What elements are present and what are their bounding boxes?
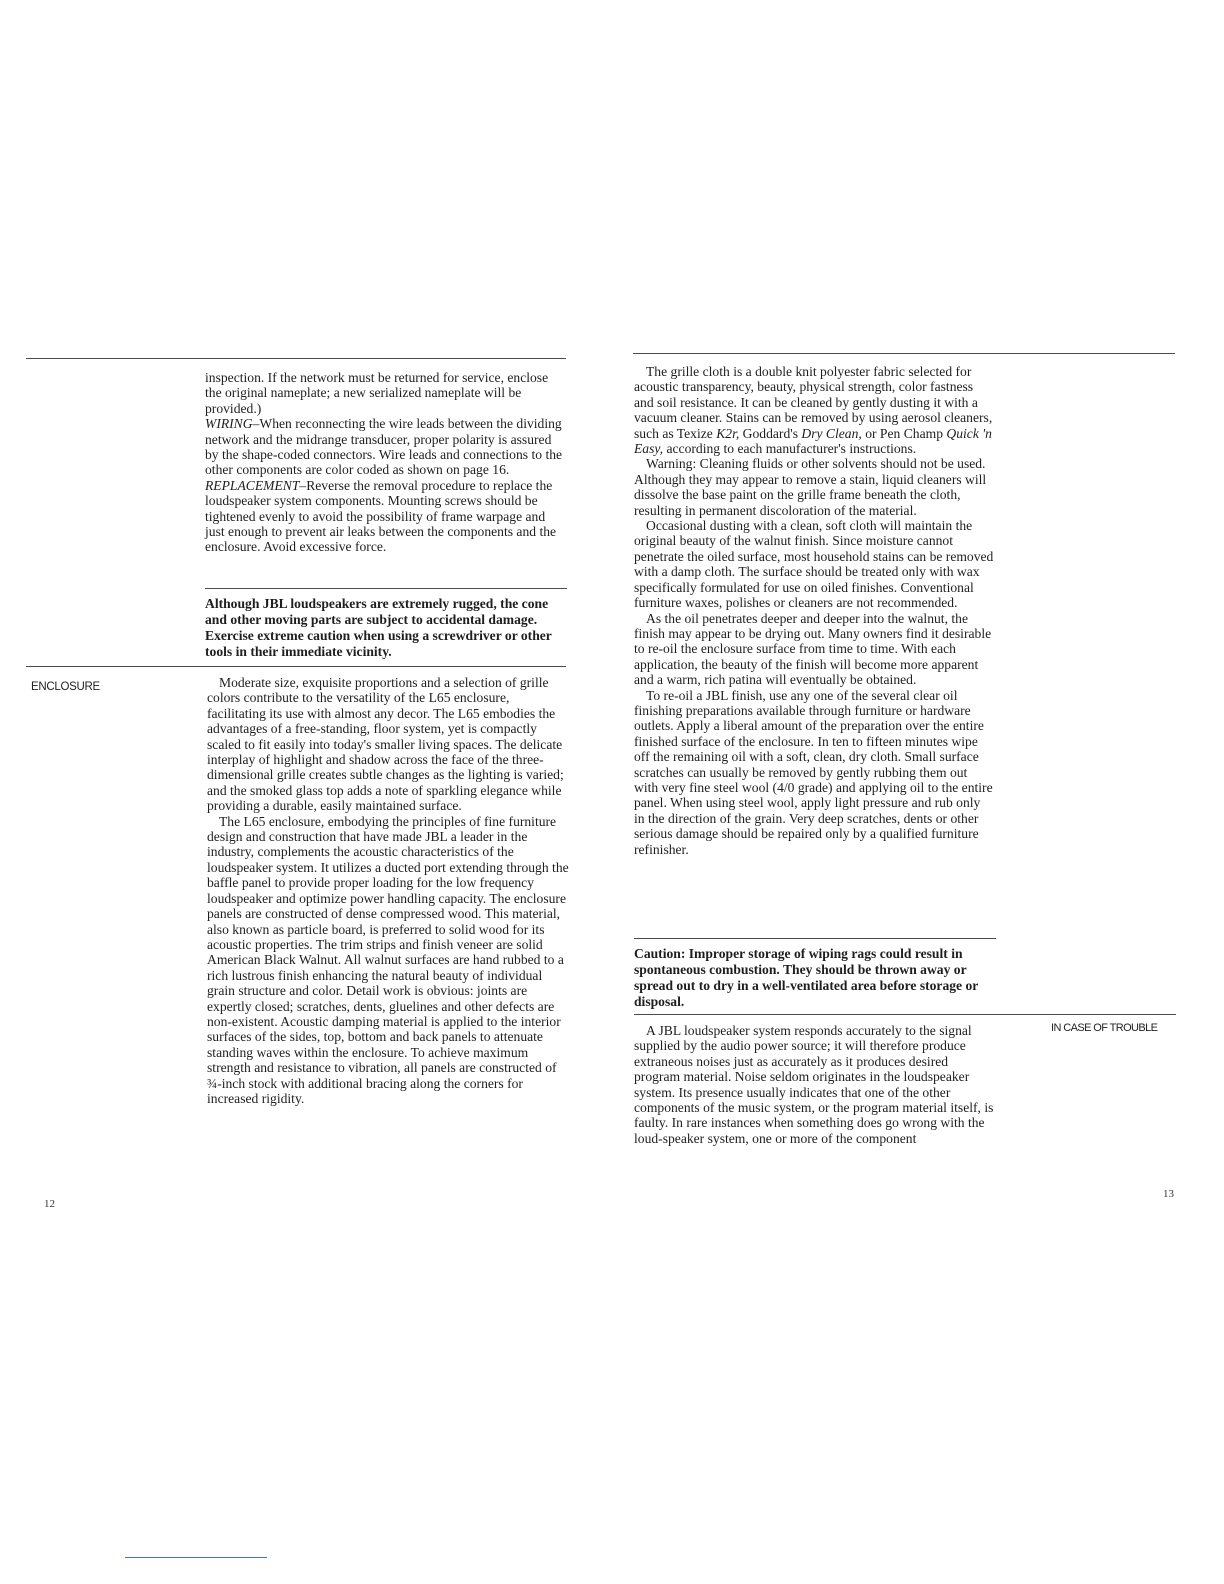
grille-k2r: K2r, bbox=[716, 425, 740, 441]
caution-note: Caution: Improper storage of wiping rags could result in spontaneous combustion. They should be thrown away or spread out to dry in a well-ventilated area before storage or disposal. bbox=[634, 946, 979, 1009]
enclosure-paragraph-2: The L65 enclosure, embodying the principles of fine furniture design and construction that have made JBL a leader in the industry, complements the acoustic characteristics of the loudspeaker system. It utilizes a ducted port extending through the baffle panel to provide proper loading for the low frequency loudspeaker and optimize power handling capacity. The enclosure panels are constructed of dense compressed wood. This material, also known as particle board, is preferred to solid wood for its acoustic properties. The trim strips and finish veneer are solid American Black Walnut. All walnut surfaces are hand rubbed to a rich lustrous finish enhancing the natural beauty of individual grain structure and color. Detail work is obvious: joints are expertly closed; scratches, dents, gluelines and other defects are non-existent. Acoustic damping material is applied to the interior surfaces of the sides, top, bottom and back panels to attenuate standing waves within the enclosure. To achieve maximum strength and resistance to vibration, all panels are constructed of ¾-inch stock with additional bracing along the corners for increased rigidity. bbox=[207, 813, 569, 1106]
enclosure-paragraph-1: Moderate size, exquisite proportions and a selection of grille colors contribute to the versatility of the L65 enclosure, facilitating its use with almost any decor. The L65 embodies the advantages of a free-standing, floor system, yet is compactly scaled to fit easily into today's smaller living spaces. The delicate interplay of highlight and shadow across the face of the three-dimensional grille creates subtle changes as the lighting is varied; and the smoked glass top adds a note of sparkling elegance while providing a durable, easily maintained surface. bbox=[207, 675, 564, 814]
trouble-section-label: IN CASE OF TROUBLE bbox=[1051, 1022, 1158, 1034]
top-rule-left bbox=[26, 358, 566, 359]
grille-text-d: according to each manufacturer's instructions. bbox=[663, 441, 917, 457]
enclosure-section-label: ENCLOSURE bbox=[31, 681, 100, 693]
top-rule-right bbox=[633, 353, 1175, 354]
grille-text-b: Goddard's bbox=[739, 425, 802, 441]
warning-top-rule bbox=[205, 588, 567, 589]
dusting-paragraph: Occasional dusting with a clean, soft cloth will maintain the original beauty of the walnut finish. Since moisture cannot penetrate the oiled surface, most household stains can be removed with a damp cloth. The surface should be treated only with wax specifically formulated for use on oiled finishes. Conventional furniture waxes, polishes or cleaners are not recommended. bbox=[634, 518, 994, 611]
caution-top-rule bbox=[634, 938, 996, 939]
page-number-left: 12 bbox=[44, 1198, 55, 1210]
reoil-paragraph: To re-oil a JBL finish, use any one of the several clear oil finishing preparations available through furniture or hardware outlets. Apply a liberal amount of the preparation over the entire finished surface of the enclosure. In ten to fifteen minutes wipe off the remaining oil with a soft, clean, dry cloth. Small surface scratches can usually be removed by gently rubbing them out with very fine steel wool (4/0 grade) and applying oil to the entire panel. When using steel wool, apply light pressure and rub only in the direction of the grain. Very deep scratches, dents or other serious damage should be repaired only by a qualified furniture refinisher. bbox=[634, 687, 993, 857]
replacement-paragraph bbox=[205, 478, 567, 555]
left-column-top bbox=[205, 370, 567, 555]
screwdriver-warning: Although JBL loudspeakers are extremely rugged, the cone and other moving parts are subject to accidental damage. Exercise extreme caution when using a screwdriver or other tools in their immediate vicinity. bbox=[205, 596, 552, 659]
replacement-label: REPLACEMENT bbox=[205, 477, 300, 493]
grille-warning-paragraph: Warning: Cleaning fluids or other solvents should not be used. Although they may appear to remove a stain, liquid cleaners will dissolve the base paint on the grille frame beneath the cloth, resulting in permanent discoloration of the material. bbox=[634, 456, 987, 518]
enclosure-column bbox=[207, 675, 569, 1106]
grille-cloth-paragraph bbox=[634, 364, 994, 456]
right-column-top bbox=[634, 364, 994, 857]
grille-quick-n-easy: Quick 'n Easy, bbox=[634, 425, 992, 457]
grille-dry-clean: Dry Clean, bbox=[801, 425, 862, 441]
inspection-paragraph: inspection. If the network must be returned for service, enclose the original nameplate; a new serialized nameplate will be provided.) bbox=[205, 370, 549, 416]
page-number-right: 13 bbox=[1163, 1188, 1174, 1200]
enclosure-section-rule bbox=[26, 666, 566, 667]
grille-text-a: The grille cloth is a double knit polyester fabric selected for acoustic transparency, beauty, physical strength, color fastness and soil resistance. It can be cleaned by gently dusting it with a vacuum cleaner. Stains can be removed by using aerosol cleaners, such as Texize bbox=[634, 364, 993, 441]
trouble-column bbox=[634, 1023, 994, 1146]
wiring-label: WIRING bbox=[205, 416, 253, 432]
replacement-text: –Reverse the removal procedure to replace the loudspeaker system components. Mounting screws should be tightened evenly to avoid the possibility of frame warpage and just enough to prevent air leaks between the components and the enclosure. Avoid excessive force. bbox=[205, 477, 557, 555]
trouble-paragraph: A JBL loudspeaker system responds accurately to the signal supplied by the audio power source; it will therefore produce extraneous noises just as accurately as it produces desired program material. Noise seldom originates in the loudspeaker system. Its presence usually indicates that one of the other components of the music system, or the program material itself, is faulty. In rare instances when something does go wrong with the loud-speaker system, one or more of the component bbox=[634, 1023, 994, 1146]
wiring-paragraph bbox=[205, 416, 567, 478]
oil-penetration-paragraph: As the oil penetrates deeper and deeper into the walnut, the finish may appear to be drying out. Many owners find it desirable to re-oil the enclosure surface from time to time. With each application, the beauty of the finish will become more apparent and a warm, rich patina will eventually be obtained. bbox=[634, 610, 992, 688]
scan-artifact-line bbox=[125, 1557, 267, 1558]
trouble-section-rule bbox=[634, 1014, 1176, 1015]
wiring-text: –When reconnecting the wire leads between the dividing network and the midrange transducer, proper polarity is assured by the shape-coded connectors. Wire leads and connections to the other components are color coded as shown on page 16. bbox=[205, 416, 563, 478]
grille-text-c: or Pen Champ bbox=[861, 425, 947, 441]
